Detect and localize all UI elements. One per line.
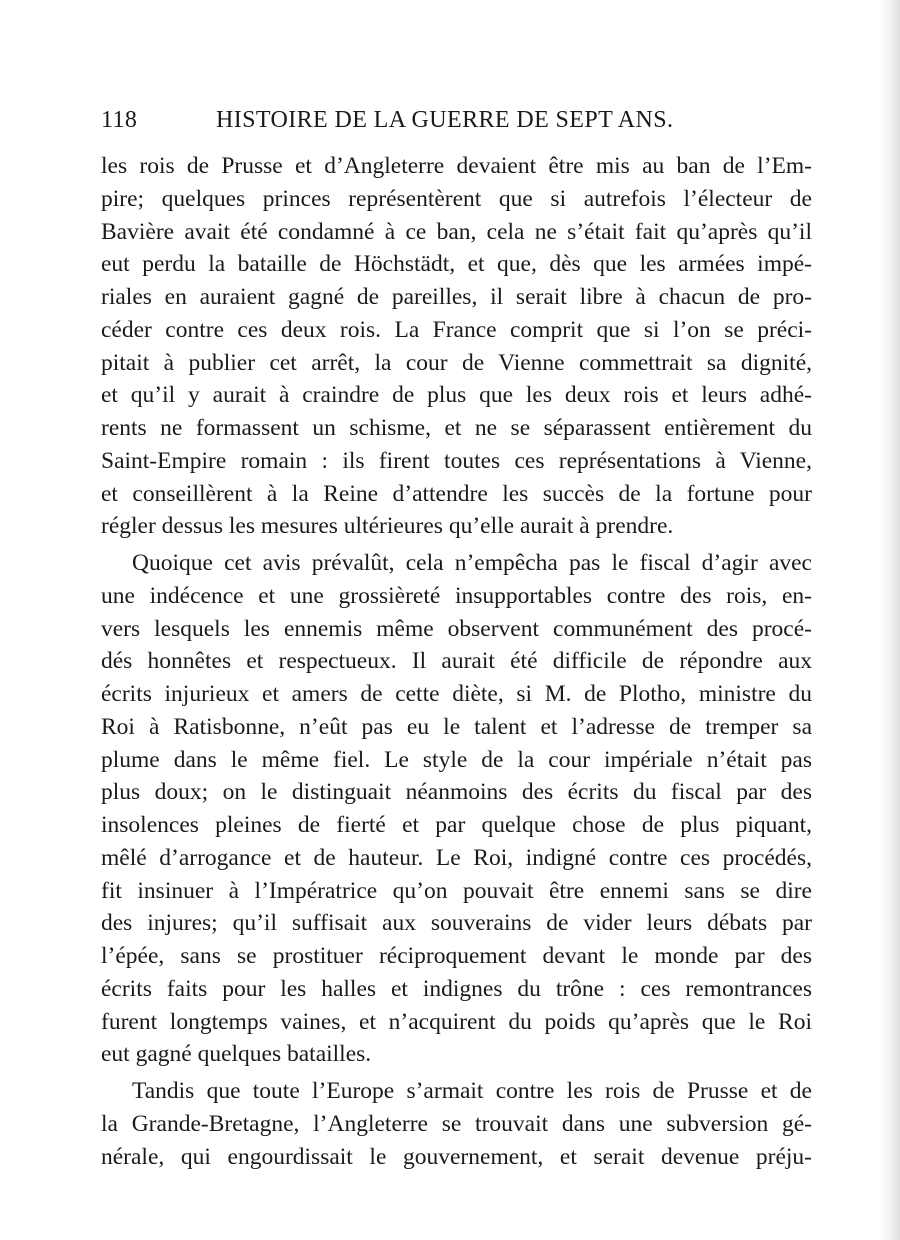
text-line: des injures; qu’il suffisait aux souverains de vider leurs débats par: [101, 910, 812, 937]
paragraph-2: [101, 547, 812, 1071]
running-title: HISTOIRE DE LA GUERRE DE SEPT ANS.: [216, 107, 674, 133]
text-line: Roi à Ratisbonne, n’eût pas eu le talent et l’adresse de tremper sa: [101, 713, 812, 740]
text-line: écrits faits pour les halles et indignes du trône : ces remontrances: [101, 975, 812, 1002]
text-line: pitait à publier cet arrêt, la cour de Vienne commettrait sa dignité,: [101, 349, 812, 376]
text-line: Tandis que toute l’Europe s’armait contre les rois de Prusse et de: [132, 1078, 812, 1104]
text-line: nérale, qui engourdissait le gouvernement, et serait devenue préju-: [101, 1143, 812, 1170]
paragraph-1: [101, 150, 812, 543]
body-text: [101, 150, 812, 1173]
running-header: [101, 103, 711, 137]
page-number: 118: [101, 107, 138, 133]
text-line: mêlé d’arrogance et de hauteur. Le Roi, indigné contre ces procédés,: [101, 844, 812, 871]
text-line: les rois de Prusse et d’Angleterre devaient être mis au ban de l’Em-: [101, 153, 812, 179]
text-line: plume dans le même fiel. Le style de la cour impériale n’était pas: [101, 746, 812, 773]
text-line: régler dessus les mesures ultérieures qu’elle aurait à prendre.: [101, 513, 674, 540]
text-line: une indécence et une grossièreté insupportables contre des rois, en-: [101, 582, 812, 609]
text-line: Bavière avait été condamné à ce ban, cela ne s’était fait qu’après qu’il: [101, 218, 812, 245]
text-line: pire; quelques princes représentèrent que si autrefois l’électeur de: [101, 185, 812, 212]
text-line: dés honnêtes et respectueux. Il aurait été difficile de répondre aux: [101, 648, 812, 675]
text-line: la Grande-Bretagne, l’Angleterre se trouvait dans une subversion gé-: [101, 1110, 812, 1137]
text-line: rents ne formassent un schisme, et ne se séparassent entièrement du: [101, 415, 812, 441]
text-line: céder contre ces deux rois. La France comprit que si l’on se préci-: [101, 316, 812, 343]
text-line: riales en auraient gagné de pareilles, il serait libre à chacun de pro-: [101, 284, 812, 310]
text-line: eut perdu la bataille de Höchstädt, et que, dès que les armées impé-: [101, 251, 812, 278]
text-line: écrits injurieux et amers de cette diète, si M. de Plotho, ministre du: [101, 681, 812, 707]
paragraph-3: [101, 1075, 812, 1173]
text-line: l’épée, sans se prostituer réciproquement devant le monde par des: [101, 943, 812, 969]
text-line: Quoique cet avis prévalût, cela n’empêcha pas le fiscal d’agir avec: [132, 550, 812, 576]
text-line: fit insinuer à l’Impératrice qu’on pouvait être ennemi sans se dire: [101, 877, 812, 904]
text-line: insolences pleines de fierté et par quelque chose de plus piquant,: [101, 812, 812, 838]
text-line: eut gagné quelques batailles.: [101, 1041, 372, 1068]
text-line: Saint-Empire romain : ils firent toutes ces représentations à Vienne,: [101, 447, 812, 474]
text-line: et qu’il y aurait à craindre de plus que les deux rois et leurs adhé-: [101, 382, 812, 409]
text-line: vers lesquels les ennemis même observent communément des procé-: [101, 615, 812, 642]
text-line: furent longtemps vaines, et n’acquirent du poids qu’après que le Roi: [101, 1008, 812, 1035]
text-line: et conseillèrent à la Reine d’attendre les succès de la fortune pour: [101, 480, 812, 507]
page-gutter-shadow: [878, 0, 900, 1240]
text-line: plus doux; on le distinguait néanmoins des écrits du fiscal par des: [101, 779, 812, 806]
